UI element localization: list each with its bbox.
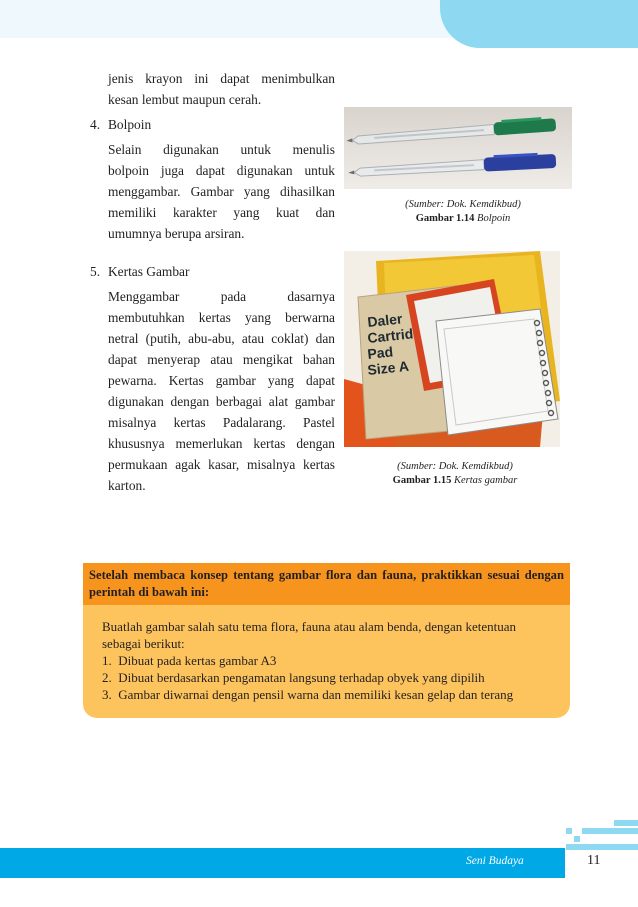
item-5-title: Kertas Gambar (108, 264, 190, 279)
item-5-line: khususnya memerlukan kertas dengan (108, 436, 335, 451)
activity-step-text: Dibuat pada kertas gambar A3 (118, 653, 277, 668)
ballpoint-pens-photo (344, 107, 572, 189)
item-5-line: netral (putih, abu-abu, atau coklat) dan (108, 331, 335, 346)
item-5-line: permukaan agak kasar, misalnya kertas (108, 457, 335, 472)
svg-text:Pad: Pad (366, 343, 394, 362)
header-tab-decoration (440, 0, 638, 48)
svg-text:Size A: Size A (366, 357, 410, 378)
item-4-title: Bolpoin (108, 117, 152, 132)
activity-step-text: Gambar diwarnai dengan pensil warna dan memiliki kesan gelap dan terang (118, 687, 514, 702)
figure-1-15-source: (Sumber: Dok. Kemdikbud) (397, 461, 513, 472)
activity-step-1 (102, 652, 276, 669)
item-5-line: pewarna. Kertas gambar yang dapat (108, 373, 335, 388)
item-5-number: 5. (90, 264, 101, 279)
item-4-line: umumnya berupa arsiran. (108, 226, 245, 241)
figure-1-14-caption-text: Bolpoin (477, 213, 511, 224)
figure-1-15-caption-text: Kertas gambar (454, 475, 518, 486)
activity-step-text: Dibuat berdasarkan pengamatan langsung terhadap obyek yang dipilih (118, 670, 485, 685)
page-number: 11 (587, 853, 601, 868)
item-4-line: menggambar. Gambar yang dihasilkan (108, 184, 335, 199)
item-5-line: Menggambar pada dasarnya (108, 289, 335, 304)
figure-1-15-caption (360, 474, 550, 488)
activity-intro-line-1: Buatlah gambar salah satu tema flora, fauna atau alam benda, dengan ketentuan (102, 619, 517, 634)
item-5-line: dapat menyerap atau mengikat bahan (108, 352, 335, 367)
item-5-line: digunakan dengan berbagai alat gambar (108, 394, 335, 409)
figure-1-14-caption (368, 212, 558, 226)
activity-heading: Setelah membaca konsep tentang gambar flora dan fauna, praktikkan sesuai dengan perintah di bawah ini: (89, 568, 564, 599)
item-5-line: karton. (108, 478, 146, 493)
pad-cover-text: Daler (366, 310, 404, 330)
drawing-paper-photo (344, 251, 560, 447)
item-4-line: memiliki karakter yang kuat dan (108, 205, 335, 220)
item-5-line: misalnya kertas Padalarang. Pastel (108, 415, 335, 430)
figure-1-14-source: (Sumber: Dok. Kemdikbud) (405, 199, 521, 210)
activity-intro-line-2: sebagai berikut: (102, 636, 185, 651)
book-title: Seni Budaya (466, 855, 524, 867)
figure-1-14-label: Gambar 1.14 (415, 213, 475, 224)
activity-step-number: 3. (102, 687, 112, 702)
item-4-number: 4. (90, 117, 101, 132)
activity-step-number: 2. (102, 670, 112, 685)
activity-step-2 (102, 669, 485, 686)
item-4-line: bolpoin juga dapat digunakan untuk (108, 163, 335, 178)
figure-1-15-label: Gambar 1.15 (392, 475, 452, 486)
activity-heading-bar (83, 563, 570, 605)
svg-text:Cartrid: Cartrid (366, 325, 414, 346)
item-4-line: Selain digunakan untuk menulis (108, 142, 335, 157)
activity-step-number: 1. (102, 653, 112, 668)
intro-line-1: jenis krayon ini dapat menimbulkan (108, 71, 335, 86)
activity-step-3 (102, 686, 513, 703)
intro-line-2: kesan lembut maupun cerah. (108, 92, 262, 107)
item-5-line: membutuhkan kertas yang berwarna (108, 310, 335, 325)
